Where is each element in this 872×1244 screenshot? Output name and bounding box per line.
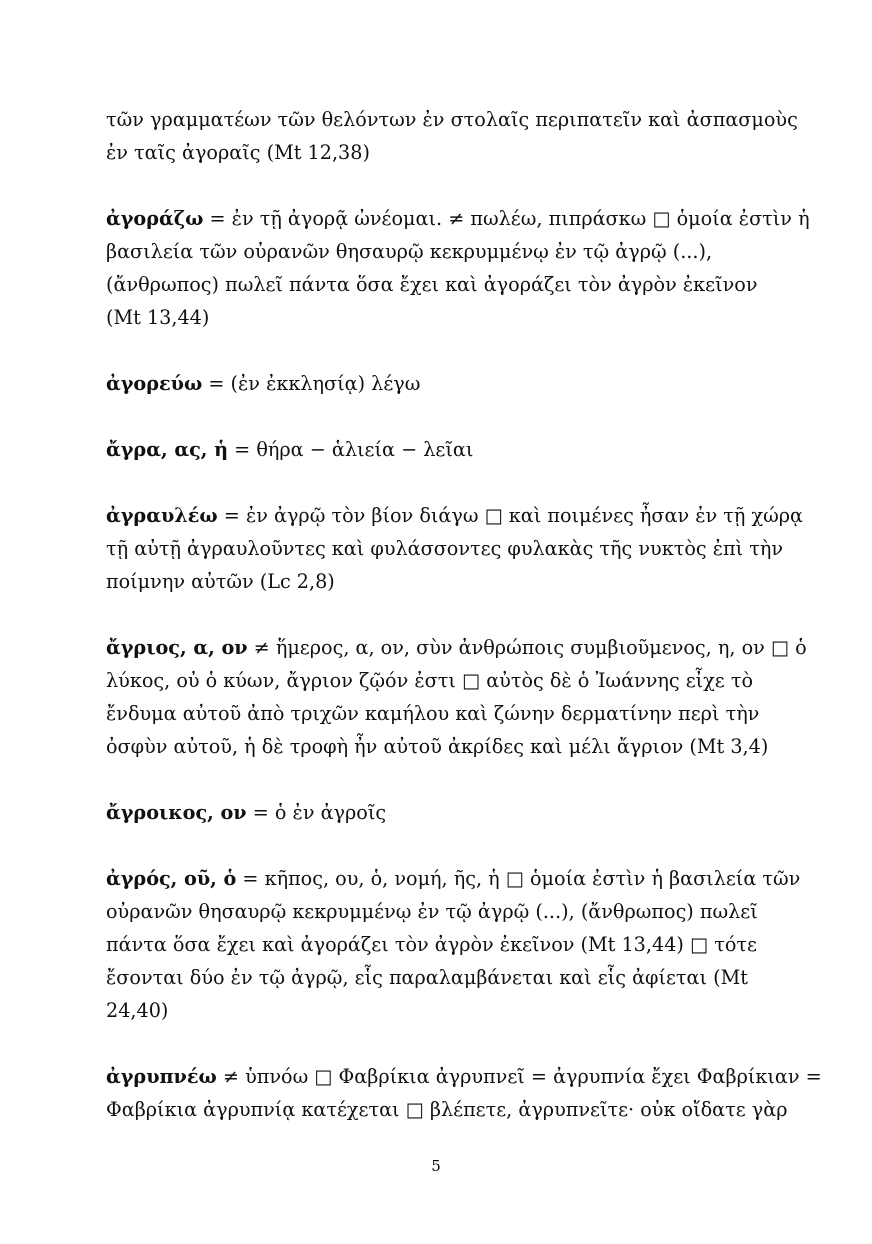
entry-line bbox=[106, 565, 786, 598]
entry-text: = θήρα − ἁλιεία − λεῖαι bbox=[228, 438, 474, 461]
entry-line bbox=[106, 532, 786, 565]
entry-line bbox=[106, 994, 786, 1027]
entry-headword: ἀγορεύω bbox=[106, 372, 203, 395]
dictionary-entry bbox=[106, 499, 804, 598]
dictionary-entry bbox=[106, 367, 786, 400]
entry-line bbox=[106, 301, 786, 334]
dictionary-entry bbox=[106, 796, 786, 829]
entry-line bbox=[106, 103, 798, 136]
entry-line bbox=[106, 499, 804, 532]
entry-text: ἔνδυμα αὐτοῦ ἀπὸ τριχῶν καμήλου καὶ ζώνην δερματίνην περὶ τὴν bbox=[106, 702, 760, 725]
entry-text: Φαβρίκια ἀγρυπνίᾳ κατέχεται □ βλέπετε, ἀγρυπνεῖτε· οὐκ οἴδατε γὰρ bbox=[106, 1098, 788, 1121]
entry-headword: ἀγραυλέω bbox=[106, 504, 218, 527]
entry-line bbox=[106, 268, 786, 301]
entry-text: πάντα ὅσα ἔχει καὶ ἀγοράζει τὸν ἀγρὸν ἐκεῖνον (Mt 13,44) □ τότε bbox=[106, 933, 757, 956]
entry-text: = ὁ ἐν ἀγροῖς bbox=[246, 801, 387, 824]
entry-headword: ἄγρα, ας, ἡ bbox=[106, 438, 229, 461]
entry-text: = ἐν ἀγρῷ τὸν βίον διάγω □ καὶ ποιμένες ἦσαν ἐν τῇ χώρᾳ bbox=[217, 504, 804, 527]
entry-text: οὐρανῶν θησαυρῷ κεκρυμμένῳ ἐν τῷ ἀγρῷ (...), (ἄνθρωπος) πωλεῖ bbox=[106, 900, 758, 923]
entry-text: λύκος, οὐ ὁ κύων, ἄγριον ζῷόν ἐστι □ αὐτὸς δὲ ὁ Ἰωάννης εἶχε τὸ bbox=[106, 669, 754, 692]
entry-line bbox=[106, 664, 786, 697]
dictionary-entry bbox=[106, 202, 810, 334]
entry-text: βασιλεία τῶν οὐρανῶν θησαυρῷ κεκρυμμένῳ ἐν τῷ ἀγρῷ (...), bbox=[106, 240, 713, 263]
dictionary-entry bbox=[106, 103, 798, 169]
dictionary-entry bbox=[106, 631, 807, 763]
entry-line bbox=[106, 961, 786, 994]
entry-text: ≠ ἥμερος, α, ον, σὺν ἀνθρώποις συμβιοῦμενος, η, ον □ ὁ bbox=[247, 636, 807, 659]
entry-line bbox=[106, 697, 786, 730]
entry-text: τῇ αὐτῇ ἀγραυλοῦντες καὶ φυλάσσοντες φυλακὰς τῆς νυκτὸς ἐπὶ τὴν bbox=[106, 537, 784, 560]
entry-line bbox=[106, 1093, 786, 1126]
entry-line bbox=[106, 862, 801, 895]
entry-headword: ἄγριος, α, ον bbox=[106, 636, 248, 659]
entry-headword: ἀγοράζω bbox=[106, 207, 204, 230]
entry-text: ἐν ταῖς ἀγοραῖς (Mt 12,38) bbox=[106, 141, 370, 164]
entry-headword: ἄγροικος, ον bbox=[106, 801, 247, 824]
entry-line bbox=[106, 631, 807, 664]
entry-headword: ἀγρός, οῦ, ὁ bbox=[106, 867, 237, 890]
entry-text: = (ἐν ἐκκλησίᾳ) λέγω bbox=[202, 372, 421, 395]
dictionary-entry bbox=[106, 1060, 822, 1126]
entry-text: ὀσφὺν αὐτοῦ, ἡ δὲ τροφὴ ἦν αὐτοῦ ἀκρίδες καὶ μέλι ἄγριον (Mt 3,4) bbox=[106, 735, 769, 758]
entry-text: (ἄνθρωπος) πωλεῖ πάντα ὅσα ἔχει καὶ ἀγοράζει τὸν ἀγρὸν ἐκεῖνον bbox=[106, 273, 758, 296]
entry-line bbox=[106, 796, 786, 829]
entry-line bbox=[106, 367, 786, 400]
entry-text: = κῆπος, ου, ὁ, νομή, ῆς, ἡ □ ὁμοία ἐστὶν ἡ βασιλεία τῶν bbox=[236, 867, 801, 890]
entry-line bbox=[106, 928, 786, 961]
entry-line bbox=[106, 730, 786, 763]
entry-line bbox=[106, 433, 786, 466]
entry-text: ποίμνην αὐτῶν (Lc 2,8) bbox=[106, 570, 335, 593]
dictionary-entry bbox=[106, 433, 786, 466]
entry-line bbox=[106, 895, 786, 928]
entry-line bbox=[106, 1060, 822, 1093]
dictionary-entry bbox=[106, 862, 801, 1027]
entry-text: = ἐν τῇ ἀγορᾷ ὠνέομαι. ≠ πωλέω, πιπράσκω □ ὁμοία ἐστὶν ἡ bbox=[203, 207, 810, 230]
entry-text: ≠ ὑπνόω □ Φαβρίκια ἀγρυπνεῖ = ἀγρυπνία ἔχει Φαβρίκιαν = bbox=[216, 1065, 822, 1088]
entry-headword: ἀγρυπνέω bbox=[106, 1065, 217, 1088]
entry-line bbox=[106, 235, 786, 268]
entry-text: ἔσονται δύο ἐν τῷ ἀγρῷ, εἷς παραλαμβάνεται καὶ εἷς ἀφίεται (Mt bbox=[106, 966, 748, 989]
entry-text: (Mt 13,44) bbox=[106, 306, 210, 329]
entry-text: τῶν γραμματέων τῶν θελόντων ἐν στολαῖς περιπατεῖν καὶ ἀσπασμοὺς bbox=[106, 108, 798, 131]
page-number: 5 bbox=[431, 1157, 441, 1175]
entry-text: 24,40) bbox=[106, 999, 169, 1022]
entry-line bbox=[106, 136, 786, 169]
entry-line bbox=[106, 202, 810, 235]
dictionary-entries bbox=[106, 103, 822, 1159]
